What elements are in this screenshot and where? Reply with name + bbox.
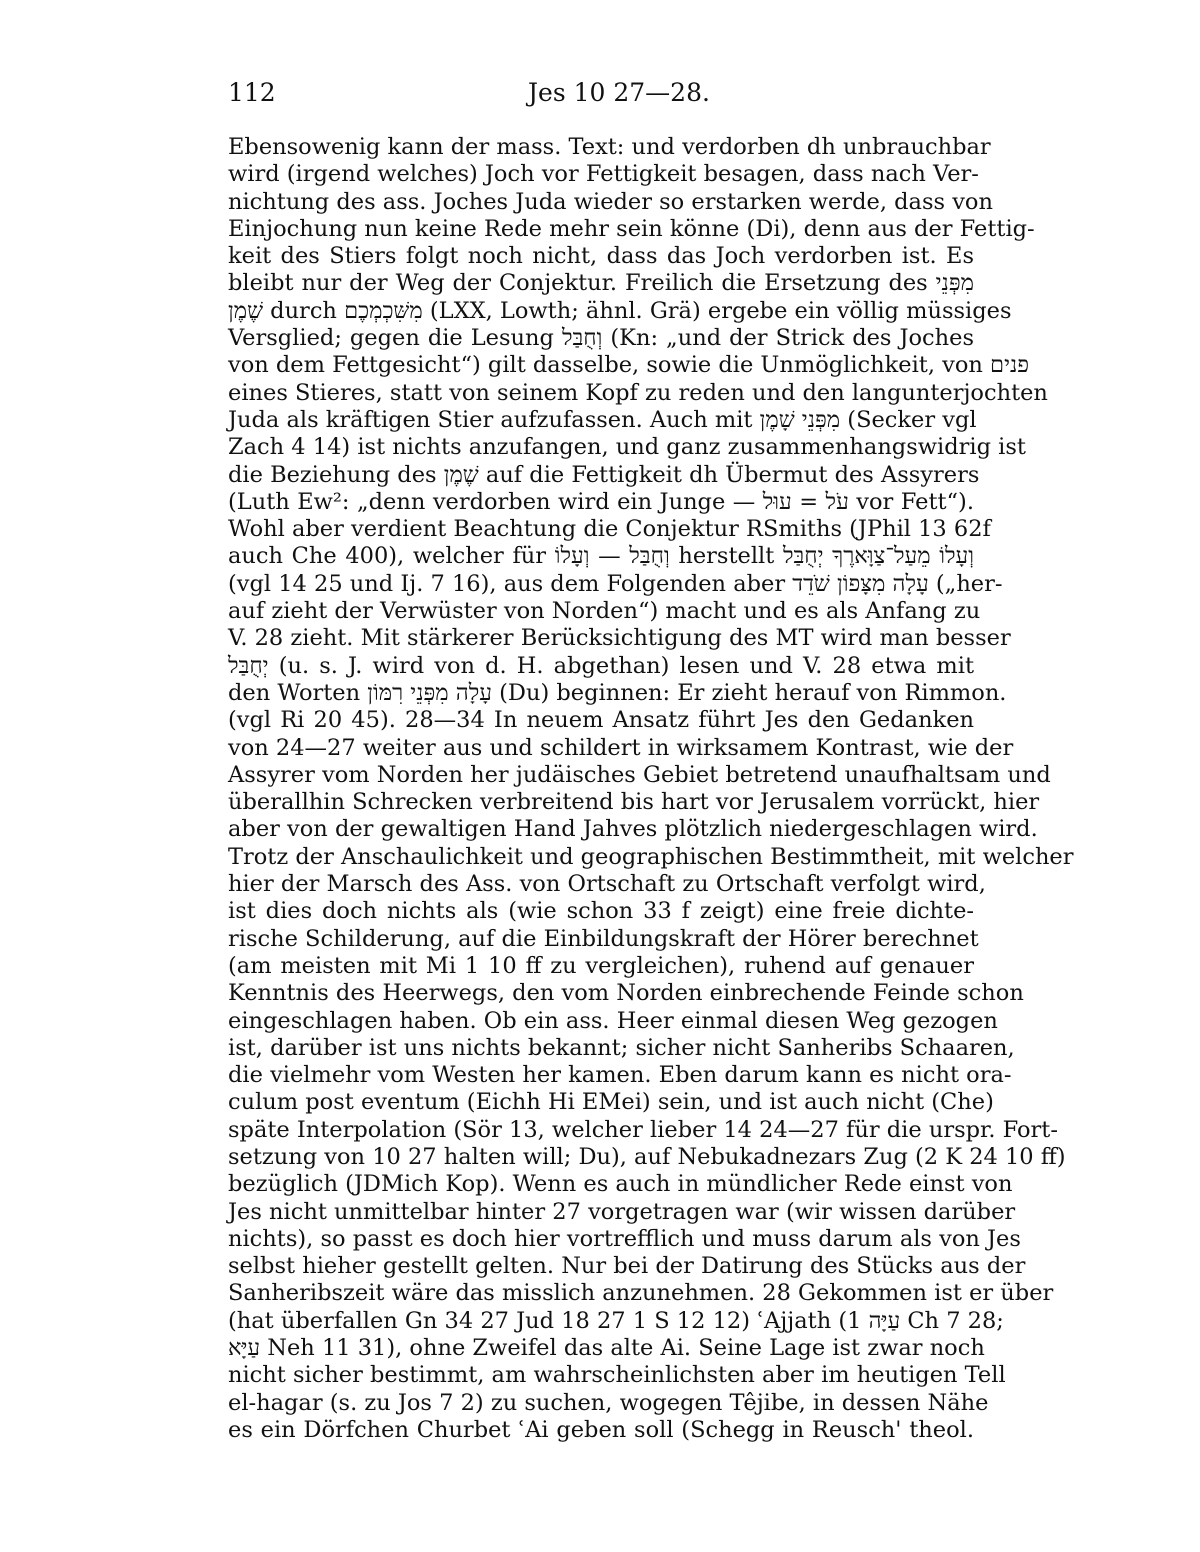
text-line: ist dies doch nichts als (wie schon 33 f zeigt) eine freie dichte- — [228, 898, 974, 925]
text-line: keit des Stiers folgt noch nicht, dass das Joch verdorben ist. Es — [228, 243, 974, 270]
text-line: Einjochung nun keine Rede mehr sein könne (Di), denn aus der Fettig- — [228, 215, 1035, 242]
text-line: eingeschlagen haben. Ob ein ass. Heer einmal diesen Weg gezogen — [228, 1007, 998, 1034]
text-line: Kenntnis des Heerwegs, den vom Norden einbrechende Feinde schon — [228, 980, 1024, 1007]
text-line: culum post eventum (Eichh Hi EMei) sein, und ist auch nicht (Che) — [228, 1089, 994, 1116]
running-head: Jes 10 27—28. — [528, 78, 710, 107]
text-line: (vgl 14 25 und Ij. 7 16), aus dem Folgenden aber עָלָה מִצָּפוֹן שֹׁדֵד („her- — [228, 570, 1003, 597]
text-line: Wohl aber verdient Beachtung die Conjektur RSmiths (JPhil 13 62f — [228, 516, 991, 543]
text-line: bleibt nur der Weg der Conjektur. Freilich die Ersetzung des מִפְּנֵי — [228, 270, 974, 297]
text-line: Zach 4 14) ist nichts anzufangen, und ganz zusammenhangswidrig ist — [228, 434, 1026, 461]
text-line: auf zieht der Verwüster von Norden“) macht und es als Anfang zu — [228, 598, 981, 625]
text-line: wird (irgend welches) Joch vor Fettigkeit besagen, dass nach Ver- — [228, 161, 979, 188]
body-text — [228, 134, 1074, 1444]
text-line: Jes nicht unmittelbar hinter 27 vorgetragen war (wir wissen darüber — [228, 1198, 1016, 1225]
page-header — [228, 76, 974, 110]
text-line: ist, darüber ist uns nichts bekannt; sicher nicht Sanheribs Schaaren, — [228, 1034, 1015, 1061]
text-line: V. 28 zieht. Mit stärkerer Berücksichtigung des MT wird man besser — [228, 625, 1011, 652]
text-line: Sanheribszeit wäre das misslich anzunehmen. 28 Gekommen ist er über — [228, 1280, 1054, 1307]
text-line: (am meisten mit Mi 1 10 ff zu vergleichen), ruhend auf genauer — [228, 952, 974, 979]
text-line: eines Stieres, statt von seinem Kopf zu reden und den langunterjochten — [228, 379, 1048, 406]
text-line: es ein Dörfchen Churbet ʿAi geben soll (Schegg in Reusch' theol. — [228, 1416, 974, 1443]
text-line: rische Schilderung, auf die Einbildungskraft der Hörer berechnet — [228, 925, 979, 952]
text-line: den Worten עָלָה מִפְּנֵי רִמּוֹן (Du) beginnen: Er zieht herauf von Rimmon. — [228, 679, 1007, 706]
text-line: bezüglich (JDMich Kop). Wenn es auch in mündlicher Rede einst von — [228, 1171, 1013, 1198]
text-line: שֶׁמֶן durch מִשִּׁכְמְכֶם (LXX, Lowth; ähnl. Grä) ergebe ein völlig müssiges — [228, 297, 1012, 324]
text-line: Ebensowenig kann der mass. Text: und verdorben dh unbrauchbar — [228, 134, 991, 160]
text-line: nichts), so passt es doch hier vortrefflich und muss darum als von Jes — [228, 1225, 1021, 1252]
text-line: עַיָּא Neh 11 31), ohne Zweifel das alte Ai. Seine Lage ist zwar noch — [228, 1335, 985, 1362]
text-line: setzung von 10 27 halten will; Du), auf Nebukadnezars Zug (2 K 24 10 ff) — [228, 1143, 1066, 1170]
text-line: selbst hieher gestellt gelten. Nur bei der Datirung des Stücks aus der — [228, 1253, 1026, 1280]
text-line: überallhin Schrecken verbreitend bis hart vor Jerusalem vorrückt, hier — [228, 789, 1040, 816]
text-line: aber von der gewaltigen Hand Jahves plötzlich niedergeschlagen wird. — [228, 816, 1038, 843]
text-line: (hat überfallen Gn 34 27 Jud 18 27 1 S 12 12) ʿAjjath (עַיָּה 1 Ch 7 28; — [228, 1307, 1004, 1334]
text-line: nichtung des ass. Joches Juda wieder so erstarken werde, dass von — [228, 188, 993, 215]
text-line: von 24—27 weiter aus und schildert in wirksamem Kontrast, wie der — [228, 734, 1014, 761]
text-line: Assyrer vom Norden her judäisches Gebiet betretend unaufhaltsam und — [228, 761, 1051, 788]
text-line: Juda als kräftigen Stier aufzufassen. Auch mit מִפְּנֵי שָׁמֶן (Secker vgl — [228, 406, 977, 433]
text-line: (vgl Ri 20 45). 28—34 In neuem Ansatz führt Jes den Gedanken — [228, 707, 974, 734]
page-number: 112 — [228, 78, 276, 107]
text-line: auch Che 400), welcher für וְחֻבַּל — וְעָלוֹ herstellt וְעָלוֹ מֵעַל־צַוָּארֶךָ יְחֻבַּל — [228, 543, 974, 570]
text-line: die vielmehr vom Westen her kamen. Eben darum kann es nicht ora- — [228, 1062, 1012, 1089]
text-line: nicht sicher bestimmt, am wahrscheinlichsten aber im heutigen Tell — [228, 1362, 1006, 1389]
text-line: die Beziehung des שֶׁמֶן auf die Fettigkeit dh Übermut des Assyrers — [228, 461, 980, 488]
text-line: (Luth Ew²: „denn verdorben wird ein Junge — עֹל = עוּל vor Fett“). — [228, 488, 974, 515]
text-line: el-hagar (s. zu Jos 7 2) zu suchen, wogegen Têjibe, in dessen Nähe — [228, 1389, 989, 1416]
text-line: Versglied; gegen die Lesung וְחֻבַּל (Kn: „und der Strick des Joches — [228, 325, 974, 352]
text-line: von dem Fettgesicht“) gilt dasselbe, sowie die Unmöglichkeit, von פנים — [228, 352, 1030, 379]
text-line: Trotz der Anschaulichkeit und geographischen Bestimmtheit, mit welcher — [228, 843, 1074, 870]
text-line: יְחֻבַּל (u. s. J. wird von d. H. abgethan) lesen und V. 28 etwa mit — [228, 652, 974, 679]
text-line: späte Interpolation (Sör 13, welcher lieber 14 24—27 für die urspr. Fort- — [228, 1116, 1058, 1143]
text-line: hier der Marsch des Ass. von Ortschaft zu Ortschaft verfolgt wird, — [228, 871, 986, 898]
